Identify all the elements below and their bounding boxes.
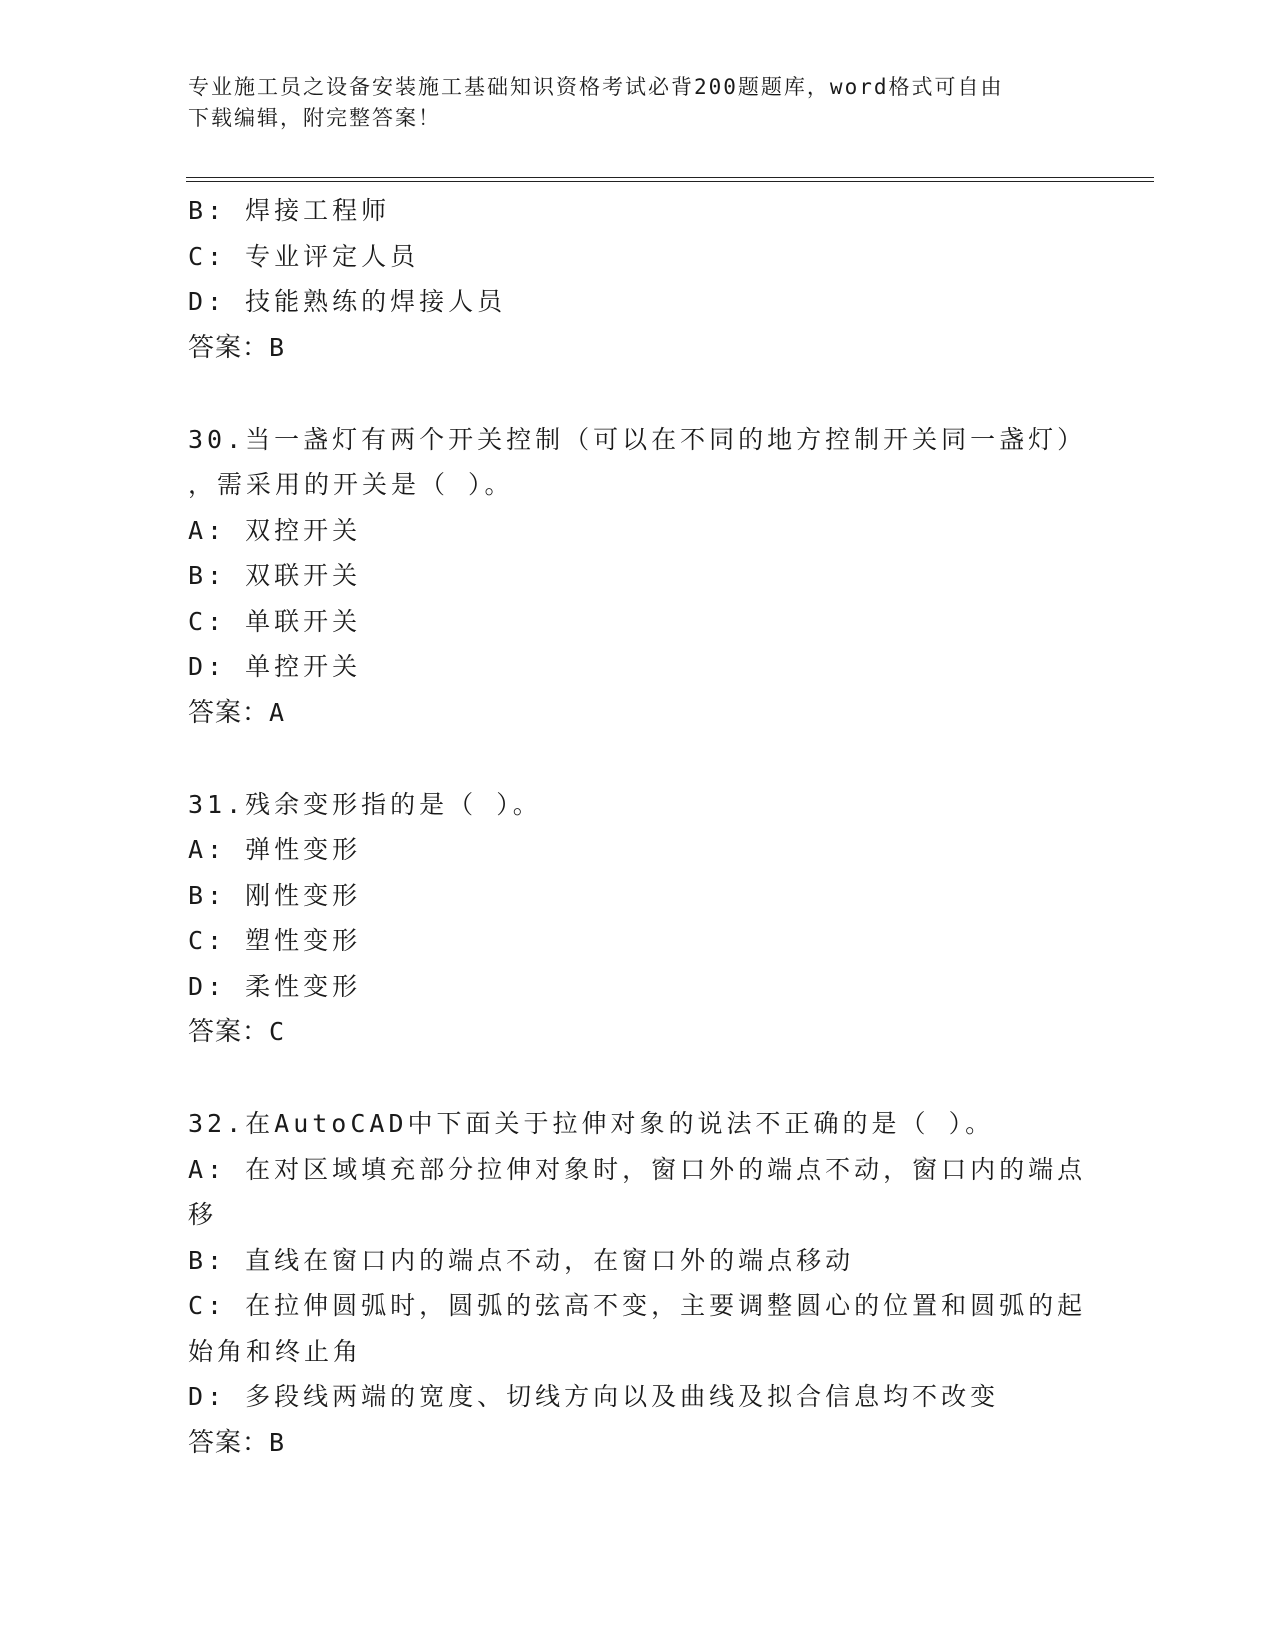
question-stem: 32.在AutoCAD中下面关于拉伸对象的说法不正确的是（ ）。 [188,1109,995,1138]
question-stem: 30.当一盏灯有两个开关控制（可以在不同的地方控制开关同一盏灯） [188,424,1087,454]
question-30 [188,417,1088,737]
option-b: B: 焊接工程师 [188,196,391,225]
question-content [188,188,1088,1466]
question-stem: 31.残余变形指的是（ ）。 [188,789,542,819]
question-stem-continued: ，需采用的开关是（ ）。 [188,470,514,499]
option-c-continued: 始角和终止角 [188,1336,363,1366]
option-a: A: 弹性变形 [188,835,362,864]
answer: 答案：A [188,697,286,728]
option-c: C: 专业评定人员 [188,241,420,271]
option-c: C: 在拉伸圆弧时，圆弧的弦高不变，主要调整圆心的位置和圆弧的起 [188,1291,1087,1320]
option-c: C: 单联开关 [188,606,362,636]
option-d: D: 技能熟练的焊接人员 [188,287,507,316]
option-d: D: 柔性变形 [188,971,362,1001]
question-29-tail [188,188,1088,371]
option-b: B: 直线在窗口内的端点不动，在窗口外的端点移动 [188,1245,855,1275]
option-b: B: 刚性变形 [188,880,362,910]
answer: 答案：B [188,332,286,363]
option-c: C: 塑性变形 [188,926,362,955]
question-31 [188,782,1088,1056]
option-b: B: 双联开关 [188,561,362,590]
option-a: A: 双控开关 [188,515,362,545]
header-line-2: 下载编辑，附完整答案！ [188,106,441,130]
question-32 [188,1101,1088,1466]
answer: 答案：B [188,1427,286,1458]
answer: 答案：C [188,1017,286,1047]
option-d: D: 单控开关 [188,652,362,681]
document-header [188,72,1088,134]
option-d: D: 多段线两端的宽度、切线方向以及曲线及拟合信息均不改变 [188,1382,1000,1411]
option-a: A: 在对区域填充部分拉伸对象时，窗口外的端点不动，窗口内的端点 [188,1154,1087,1184]
header-divider [186,177,1154,182]
header-line-1: 专业施工员之设备安装施工基础知识资格考试必背200题题库，word格式可自由 [188,75,1004,99]
option-a-continued: 移 [188,1200,218,1229]
